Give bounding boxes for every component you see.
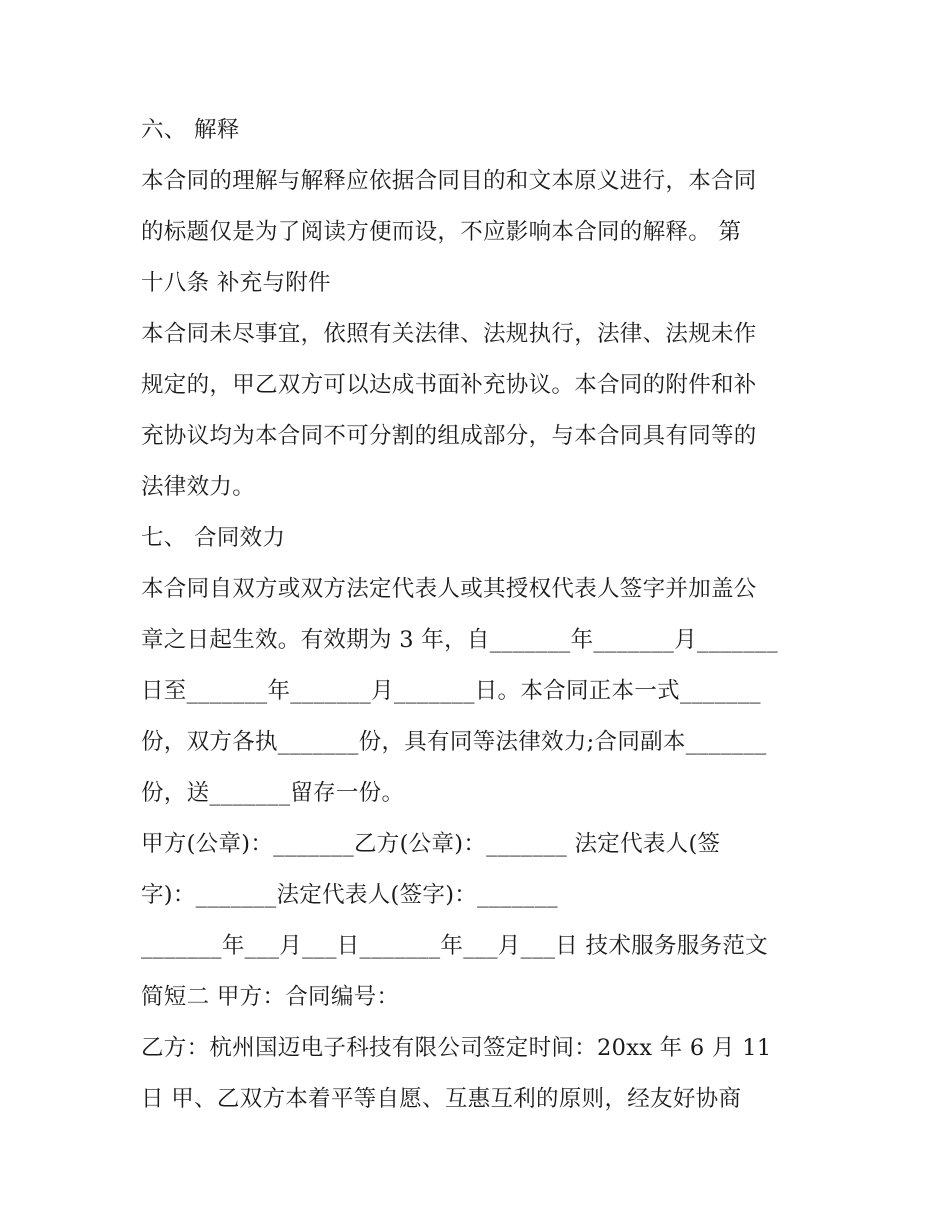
paragraph-line: 日 甲、乙双方本着平等自愿、互惠互利的原则，经友好协商 — [141, 1086, 742, 1112]
paragraph-line: 日至_______年_______月_______日。本合同正本一式_______ — [141, 678, 761, 704]
section-heading-interpretation: 六、 解释 — [141, 117, 240, 143]
paragraph-line: 份，双方各执_______份，具有同等法律效力;合同副本_______ — [141, 729, 767, 755]
paragraph-line: 充协议均为本合同不可分割的组成部分，与本合同具有同等的 — [141, 423, 757, 449]
section-heading-contract-effect: 七、 合同效力 — [141, 525, 286, 551]
paragraph-line: 乙方：杭州国迈电子科技有限公司签定时间：20xx 年 6 月 11 — [141, 1035, 772, 1061]
paragraph-line: 简短二 甲方：合同编号： — [141, 984, 400, 1010]
paragraph-line: 本合同自双方或双方法定代表人或其授权代表人签字并加盖公 — [141, 576, 757, 602]
paragraph-line: 章之日起生效。有效期为 3 年，自_______年_______月_______ — [141, 627, 778, 653]
document-page — [141, 105, 813, 1125]
paragraph-line: 本合同未尽事宜，依照有关法律、法规执行，法律、法规未作 — [141, 321, 757, 347]
paragraph-line: 规定的，甲乙双方可以达成书面补充协议。本合同的附件和补 — [141, 372, 757, 398]
paragraph-line: 的标题仅是为了阅读方便而设，不应影响本合同的解释。 第 — [141, 219, 742, 245]
paragraph-line: 份，送_______留存一份。 — [141, 780, 405, 806]
paragraph-line: 本合同的理解与解释应依据合同目的和文本原义进行，本合同 — [141, 168, 757, 194]
paragraph-line: 十八条 补充与附件 — [141, 270, 331, 296]
paragraph-line: 法律效力。 — [141, 474, 256, 500]
signature-line: 字)：_______法定代表人(签字)：_______ — [141, 882, 558, 908]
date-line: _______年___月___日_______年___月___日 技术服务服务范文 — [141, 933, 768, 959]
signature-line: 甲方(公章)：_______乙方(公章)：_______ 法定代表人(签 — [141, 831, 721, 857]
